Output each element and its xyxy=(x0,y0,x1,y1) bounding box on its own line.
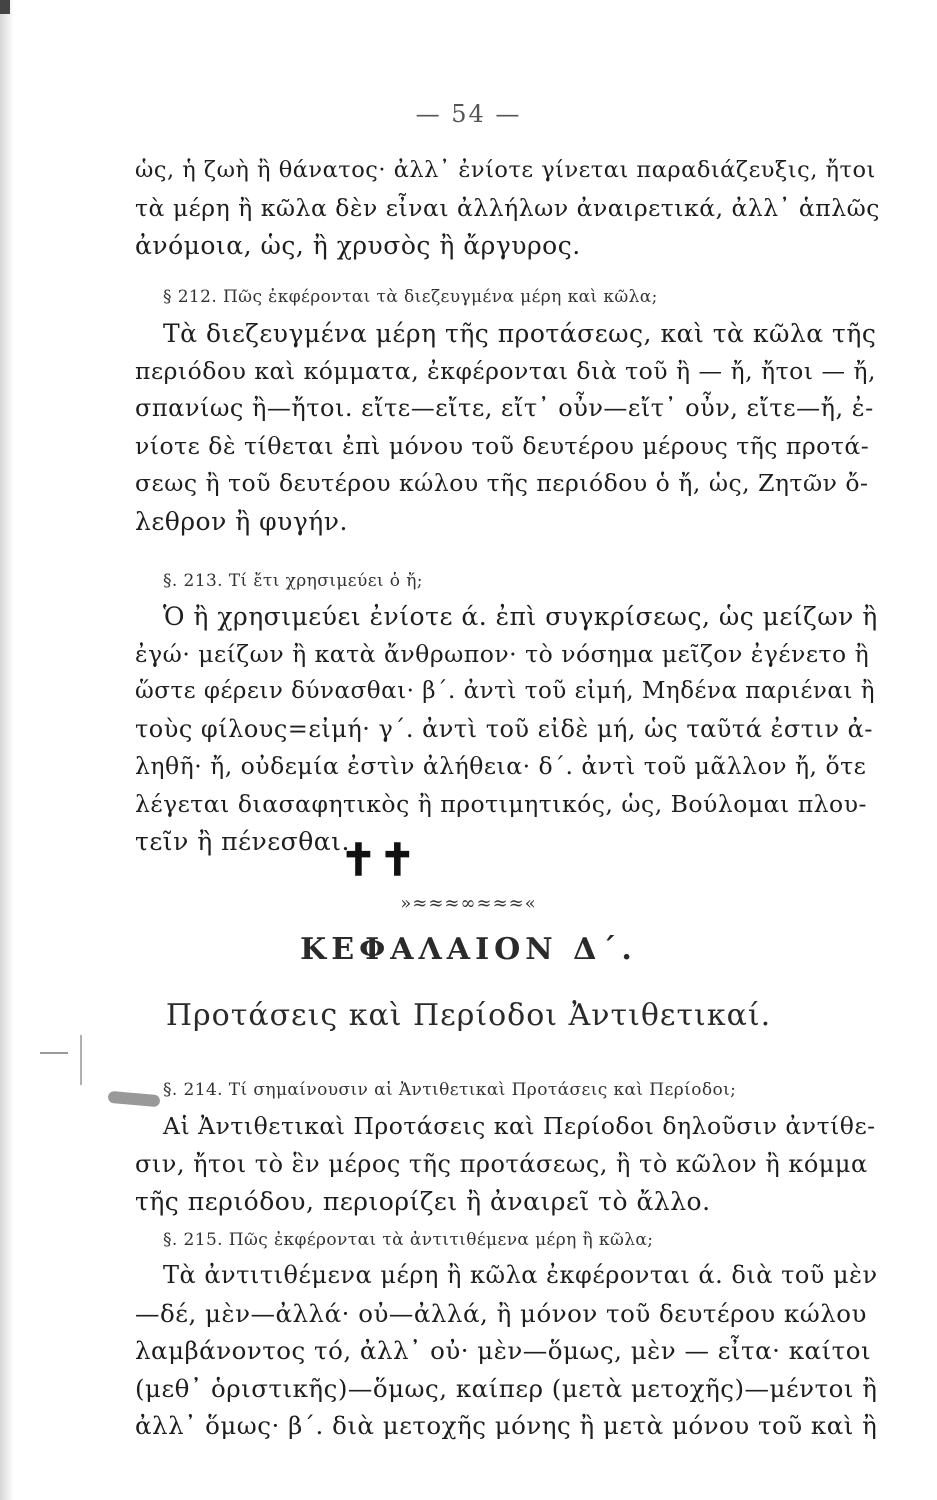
pencil-mark xyxy=(40,1052,68,1054)
paragraph-3 xyxy=(135,598,880,861)
section-question: §. 215. Πῶς ἐκφέρονται τὰ ἀντιτιθέμενα μέρη ἢ κῶλα; xyxy=(163,1230,654,1250)
text-line: ὥστε φέρειν δύνασθαι· β΄. ἀντὶ τοῦ εἰμή, Μηδένα παριέναι ἢ xyxy=(135,678,876,704)
text-line: νίοτε δὲ τίθεται ἐπὶ μόνου τοῦ δευτέρου μέρους τῆς προτά- xyxy=(135,431,870,460)
text-line: περιόδου καὶ κόμματα, ἐκφέρονται διὰ τοῦ ἢ — ἤ, ἤτοι — ἤ, xyxy=(135,356,876,385)
page-edge-shadow xyxy=(0,0,14,1500)
text-line: Τὰ διεζευγμένα μέρη τῆς προτάσεως, καὶ τὰ κῶλα τῆς xyxy=(163,319,877,348)
text-line: ληθῆ· ἤ, οὐδεμία ἐστὶν ἀλήθεια· δ΄. ἀντὶ τοῦ μᾶλλον ἤ, ὅτε xyxy=(135,752,867,780)
question-215 xyxy=(135,1222,880,1260)
text-line: ἐγώ· μείζων ἢ κατὰ ἄνθρωπον· τὸ νόσημα μεῖζον ἐγένετο ἢ xyxy=(135,639,870,668)
text-line: ἀνόμοια, ὡς, ἢ χρυσὸς ἢ ἄργυρος. xyxy=(135,231,581,260)
text-line: λεθρον ἢ φυγήν. xyxy=(135,506,348,536)
text-line: —δέ, μὲν—ἀλλά· οὐ—ἀλλά, ἢ μόνον τοῦ δευτέρου κώλου xyxy=(135,1298,867,1328)
question-214 xyxy=(135,1072,880,1110)
paragraph-1 xyxy=(135,152,880,265)
corner-mark xyxy=(0,0,10,14)
pencil-mark xyxy=(80,1035,82,1085)
text-line: τῆς περιόδου, περιορίζει ἢ ἀναιρεῖ τὸ ἄλλο. xyxy=(135,1187,711,1216)
text-line: σεως ἢ τοῦ δευτέρου κώλου τῆς περιόδου ὁ ἤ, ὡς, Ζητῶν ὄ- xyxy=(135,469,869,497)
text-line: λαμβάνοντος τό, ἀλλ᾽ οὐ· μὲν—ὅμως, μὲν — εἶτα· καίτοι xyxy=(135,1336,872,1365)
text-line: Ὁ ἢ χρησιμεύει ἐνίοτε ά. ἐπὶ συγκρίσεως, ὡς μείζων ἢ xyxy=(163,602,878,631)
paragraph-5 xyxy=(135,1257,880,1445)
text-line: σιν, ἤτοι τὸ ἓν μέρος τῆς προτάσεως, ἢ τὸ κῶλον ἢ κόμμα xyxy=(135,1149,868,1178)
text-line: τὰ μέρη ἢ κῶλα δὲν εἶναι ἀλλήλων ἀναιρετικά, ἀλλ᾽ ἁπλῶς xyxy=(135,193,880,222)
question-212 xyxy=(135,279,880,317)
text-line: ἀλλ᾽ ὅμως· β΄. διὰ μετοχῆς μόνης ἢ μετὰ μόνου τοῦ καὶ ἢ xyxy=(135,1411,878,1440)
text-line: σπανίως ἢ—ἤτοι. εἴτε—εἴτε, εἴτ᾽ οὖν—εἴτ᾽ οὖν, εἴτε—ἤ, ἐ- xyxy=(135,394,874,422)
text-line: ὡς, ἡ ζωὴ ἢ θάνατος· ἀλλ᾽ ἐνίοτε γίνεται παραδιάζευξις, ἤτοι xyxy=(135,157,876,183)
paragraph-4 xyxy=(135,1108,880,1221)
paragraph-2 xyxy=(135,315,880,540)
handwritten-crosses: ✝✝ xyxy=(340,835,418,886)
page-number: — 54 — xyxy=(415,100,522,128)
section-question: § 212. Πῶς ἐκφέρονται τὰ διεζευγμένα μέρη καὶ κῶλα; xyxy=(163,287,658,307)
text-line: (μεθ᾽ ὁριστικῆς)—ὅμως, καίπερ (μετὰ μετοχῆς)—μέντοι ἢ xyxy=(135,1373,878,1403)
text-line: Αἱ Ἀντιθετικαὶ Προτάσεις καὶ Περίοδοι δηλοῦσιν ἀντίθε- xyxy=(163,1112,876,1140)
text-line: Τὰ ἀντιτιθέμενα μέρη ἢ κῶλα ἐκφέρονται ά. διὰ τοῦ μὲν xyxy=(163,1261,878,1289)
chapter-subtitle: Προτάσεις καὶ Περίοδοι Ἀντιθετικαί. xyxy=(165,998,772,1033)
section-question: §. 214. Τί σημαίνουσιν αἱ Ἀντιθετικαὶ Προτάσεις καὶ Περίοδοι; xyxy=(163,1080,737,1100)
question-213 xyxy=(135,563,880,601)
text-line: τοὺς φίλους=εἰμή· γ΄. ἀντὶ τοῦ εἰδὲ μή, ὡς ταῦτά ἐστιν ἀ- xyxy=(135,714,873,743)
text-line: λέγεται διασαφητικὸς ἢ προτιμητικός, ὡς, Βούλομαι πλου- xyxy=(135,789,867,818)
chapter-title: ΚΕΦΑΛΑΙΟΝ Δ΄. xyxy=(300,932,637,967)
text-line: τεῖν ἢ πένεσθαι. xyxy=(135,827,350,856)
section-question: §. 213. Τί ἔτι χρησιμεύει ὁ ἤ; xyxy=(163,571,423,591)
ornament-divider: »≈≈≈∞≈≈≈« xyxy=(400,893,537,914)
